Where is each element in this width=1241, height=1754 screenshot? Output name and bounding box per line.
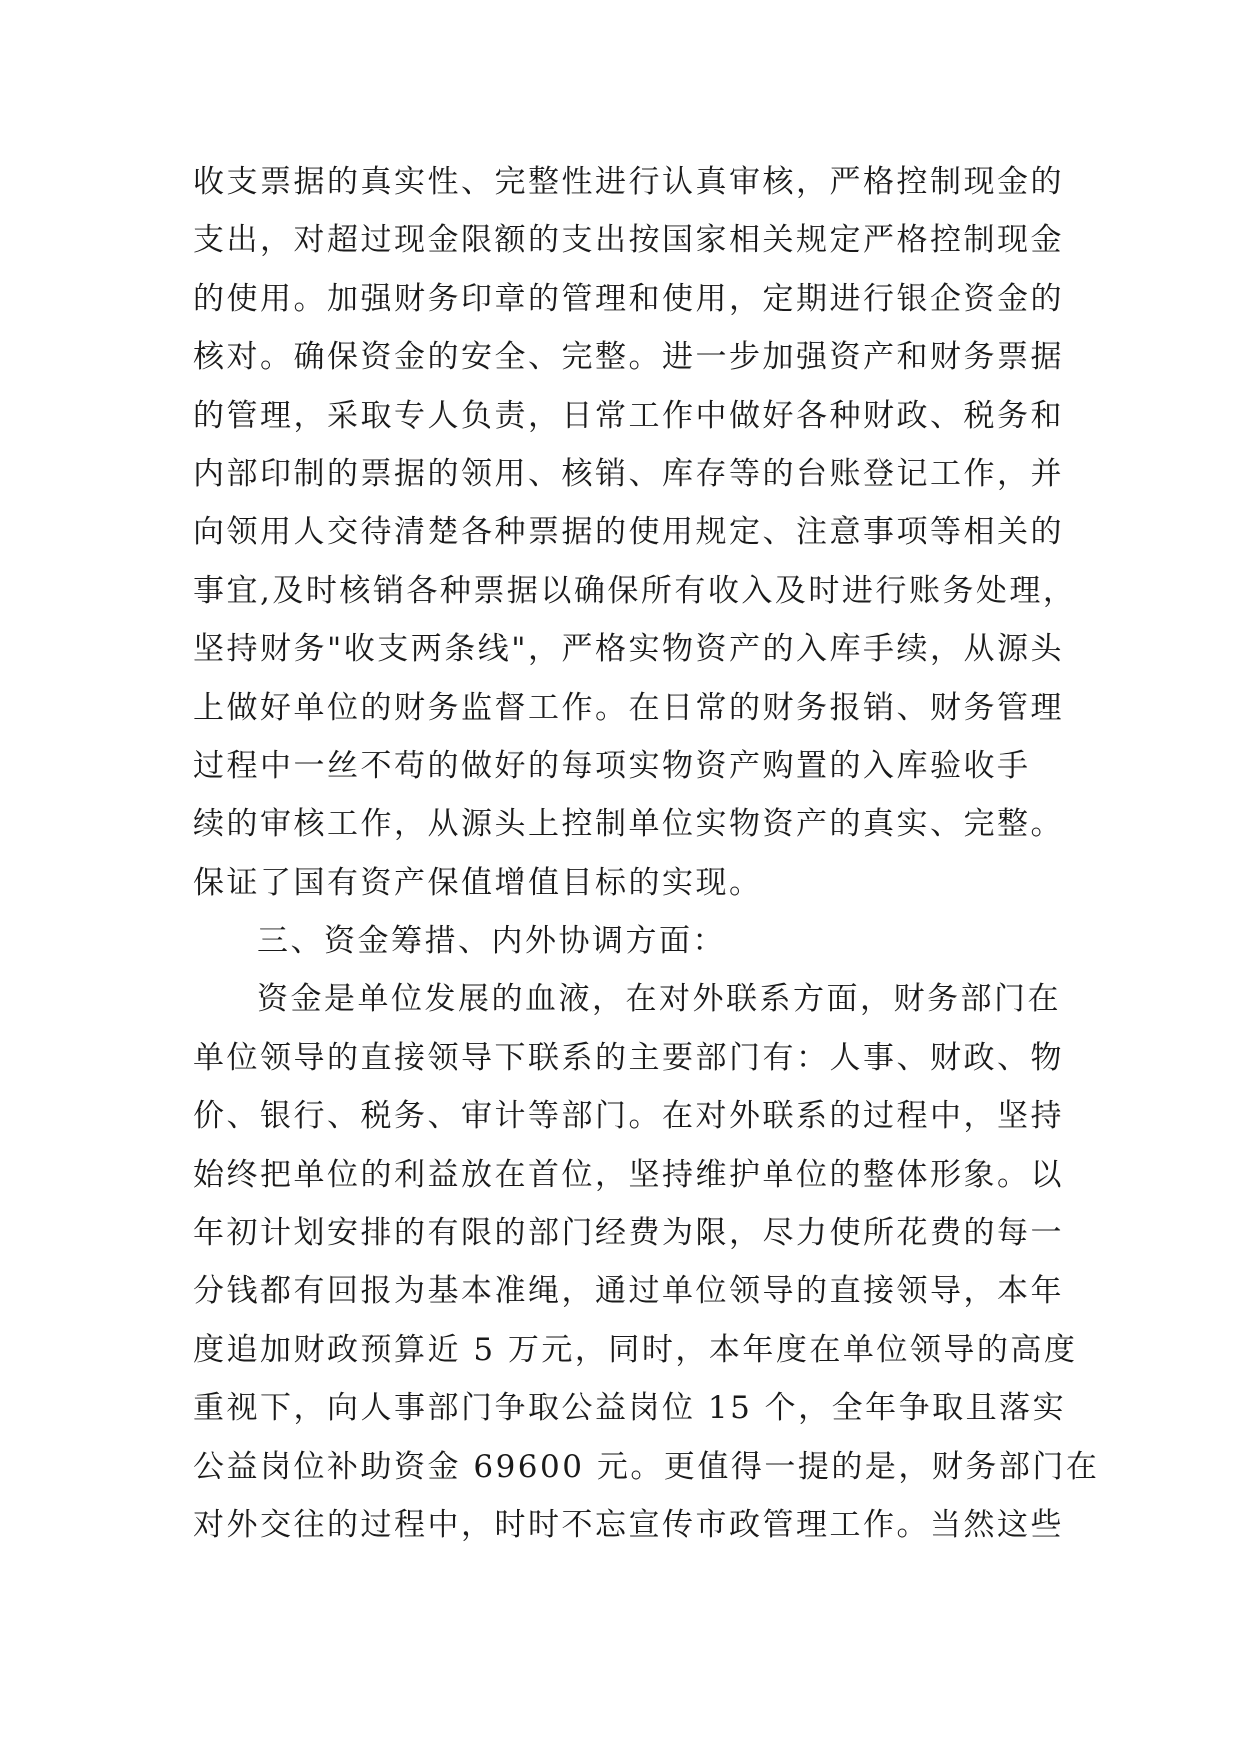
text-line: 资金是单位发展的血液，在对外联系方面，财务部门在 <box>257 981 1061 1018</box>
section-heading: 三、资金筹措、内外协调方面： <box>257 923 726 960</box>
text-line: 核对。确保资金的安全、完整。进一步加强资产和财务票据 <box>193 339 1064 376</box>
text-line: 的管理，采取专人负责，日常工作中做好各种财政、税务和 <box>193 397 1064 434</box>
text-line: 支出，对超过现金限额的支出按国家相关规定严格控制现金 <box>193 222 1064 259</box>
text-line: 续的审核工作，从源头上控制单位实物资产的真实、完整。 <box>193 806 1064 843</box>
text-line: 价、银行、税务、审计等部门。在对外联系的过程中，坚持 <box>193 1098 1064 1135</box>
text-line: 始终把单位的利益放在首位，坚持维护单位的整体形象。以 <box>193 1156 1064 1193</box>
text-line: 分钱都有回报为基本准绳，通过单位领导的直接领导，本年 <box>193 1273 1064 1310</box>
text-line: 的使用。加强财务印章的管理和使用，定期进行银企资金的 <box>193 280 1064 317</box>
text-line: 保证了国有资产保值增值目标的实现。 <box>193 864 763 901</box>
text-line: 公益岗位补助资金 69600 元。更值得一提的是，财务部门在 <box>193 1448 1100 1485</box>
text-line: 收支票据的真实性、完整性进行认真审核，严格控制现金的 <box>193 164 1064 200</box>
text-line: 度追加财政预算近 5 万元，同时，本年度在单位领导的高度 <box>193 1331 1078 1368</box>
text-line: 上做好单位的财务监督工作。在日常的财务报销、财务管理 <box>193 689 1064 726</box>
text-line: 事宜,及时核销各种票据以确保所有收入及时进行账务处理， <box>193 572 1077 609</box>
text-line: 年初计划安排的有限的部门经费为限，尽力使所花费的每一 <box>193 1215 1064 1252</box>
text-line: 对外交往的过程中，时时不忘宣传市政管理工作。当然这些 <box>193 1506 1064 1543</box>
text-line: 单位领导的直接领导下联系的主要部门有：人事、财政、物 <box>193 1039 1064 1076</box>
text-line: 坚持财务"收支两条线"，严格实物资产的入库手续，从源头 <box>193 631 1065 668</box>
text-line: 过程中一丝不苟的做好的每项实物资产购置的入库验收手 <box>193 747 1031 784</box>
text-line: 重视下，向人事部门争取公益岗位 15 个，全年争取且落实 <box>193 1390 1067 1427</box>
text-line: 内部印制的票据的领用、核销、库存等的台账登记工作，并 <box>193 455 1064 492</box>
text-line: 向领用人交待清楚各种票据的使用规定、注意事项等相关的 <box>193 514 1064 551</box>
body-text <box>193 153 1100 1554</box>
